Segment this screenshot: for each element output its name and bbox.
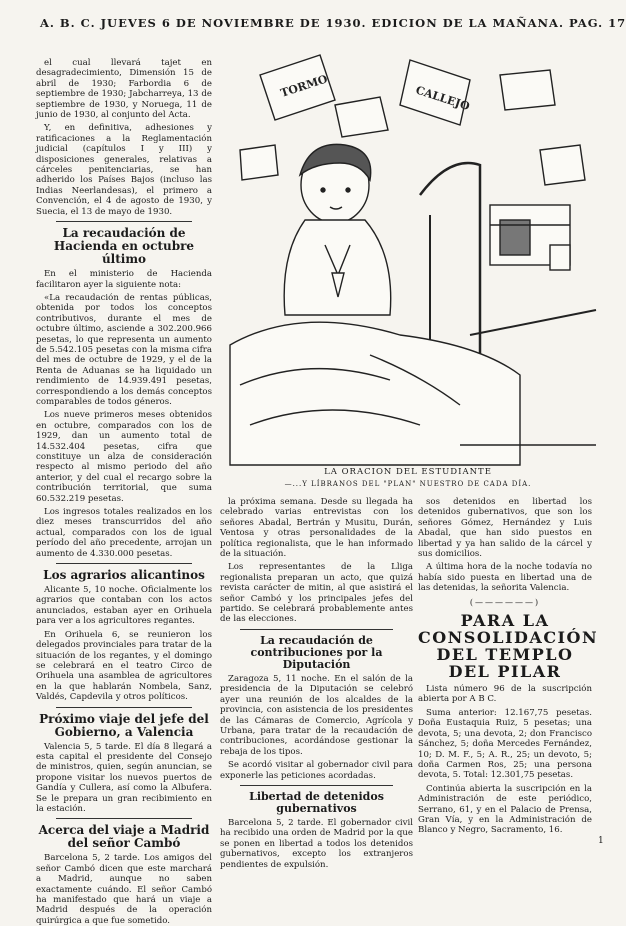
divider [240, 785, 393, 786]
student-body-icon [284, 220, 391, 315]
col3-p3: Lista número 96 de la suscripción abierta por A B C. [418, 684, 592, 705]
illustration-subcaption: —...Y LÍBRANOS DEL "PLAN" NUESTRO DE CADA DÍA. [284, 480, 532, 488]
divider [56, 563, 192, 564]
headline-recaudacion-hacienda: La recaudación de Hacienda en octubre último [53, 226, 195, 267]
col1-intro: el cual llevará tajet en desagradecimiento, Dimensión 15 de abril de 1930; Farbordia 6 de septiembre de 1930; Jabcharreya, 13 de septiembre de 1930, y Noruega, 11 de junio de 1930, al conjunto del Acta. [36, 58, 212, 121]
divider [56, 818, 192, 819]
col2-p5: Barcelona 5, 2 tarde. El gobernador civil ha recibido una orden de Madrid por la que se ponen en libertad a todos los detenidos gubernativos, excepto los extranjeros pendientes de expulsión. [220, 817, 413, 870]
col3-p2: A última hora de la noche todavía no había sido puesta en libertad una de las detenidas, la señorita Valencia. [418, 562, 592, 594]
headline-libertad-detenidos: Libertad de detenidos gubernativos [249, 789, 384, 815]
divider [56, 221, 192, 222]
illustration-caption: LA ORACION DEL ESTUDIANTE [324, 467, 492, 477]
col2-p3: Zaragoza 5, 11 noche. En el salón de la presidencia de la Diputación se celebró ayer una reunión de los alcaldes de la provincia, con asistencia de los presidentes de las Cámaras de Comercio, Agrícola y Urbana, para tratar de la recaudación de contribuciones, acordándose gestionar la rebaja de los tipos. [220, 673, 413, 757]
page-number: 1 [598, 836, 604, 846]
col1-p2: «La recaudación de rentas públicas, obtenida por todos los conceptos contributivos, durante el mes de octubre último, asciende a 302.200.966 pesetas, lo que representa un aumento de 5.542.105 pesetas con la misma cifra del mes de octubre de 1929, y el de la Renta de Aduanas se ha liquidado un rendimiento de 14.939.491 pesetas, correspondiendo a los demás conceptos comparables de todos géneros. [36, 292, 212, 407]
col1-p6: En Orihuela 6, se reunieron los delegados provinciales para tratar de la situación de los regantes, y el domingo se celebrará en el teatro Circo de Orihuela una asamblea de agricultores en la que hablarán Nombela, Sanz, Valdés, Capdevila y otros políticos. [36, 629, 212, 703]
col2-p4: Se acordó visitar al gobernador civil para exponerle las peticiones acordadas. [220, 760, 413, 781]
col2-p1: la próxima semana. Desde su llegada ha celebrado varias entrevistas con los señores Abadal, Bertrán y Musitu, Durán, Ventosa y otras personalidades de la política regionalista, que le han informado de la situación. [220, 497, 413, 560]
col1-intro2: Y, en definitiva, adhesiones y ratificaciones a la Reglamentación judicial (capítulos I y III) y disposiciones generales, relativas a cárceles penitenciarias, se han adherido los Países Bajos (incluso las Indias Neerlandesas), el primero a Convención, el 4 de agosto de 1930, y Suecia, el 13 de mayo de 1930. [36, 123, 212, 217]
col3-p1: sos detenidos en libertad los detenidos gubernativos, que son los señores Gómez, Hernández y Luis Abadal, que han sido puestos en libertad y ya han salido de la cárcel y sus domicilios. [418, 497, 592, 560]
column-1 [36, 58, 212, 926]
cartoon-illustration [220, 45, 596, 485]
paper-label-callejo: CALLEJO [414, 83, 472, 114]
col1-p5: Alicante 5, 10 noche. Oficialmente los agrarios que contaban con los actos anunciados, estaban ayer en Orihuela para ver a los agricultores regantes. [36, 585, 212, 627]
headline-agrarios: Los agrarios alicantinos [43, 568, 205, 583]
col3-p5: Continúa abierta la suscripción en la Administración de este periódico, Serrano, 61, y en el Palacio de Prensa, Gran Vía, y en la Administración de Blanco y Negro, Sacramento, 16. [418, 783, 592, 836]
headline-recaudacion-diputacion: La recaudación de contribuciones por la Diputación [250, 633, 383, 671]
bed-covers-icon [230, 322, 520, 465]
col1-p8: Barcelona 5, 2 tarde. Los amigos del señor Cambó dicen que este marchará a Madrid, aunque no saben exactamente cuándo. El señor Cambó ha manifestado que hará un viaje a Madrid después de la operación quirúrgica a que fue sometido. [36, 853, 212, 926]
ornament-divider: (——————) [469, 597, 541, 607]
masthead: A. B. C. JUEVES 6 DE NOVIEMBRE DE 1930. EDICION DE LA MAÑANA. PAG. 17 [40, 16, 626, 30]
divider [56, 707, 192, 708]
column-2 [220, 497, 413, 870]
col1-p1: En el ministerio de Hacienda facilitaron ayer la siguiente nota: [36, 269, 212, 290]
col2-p2: Los representantes de la Lliga regionalista preparan un acto, que quizá revista carácter de mitin, al que asistirá el señor Cambó y los principales jefes del partido. Se celebrará probablemente antes de las elecciones. [220, 562, 413, 625]
paper-label-tormo: TORMO [278, 72, 330, 100]
column-3 [418, 497, 599, 837]
col3-p4: Suma anterior: 12.167,75 pesetas. Doña Eustaquia Ruiz, 5 pesetas; una devota, 5; una devota, 2; don Francisco Sánchez, 5; doña Mercedes Fernández, 10; D. M. F., 5; A. R., 25; un devoto, 5; doña Carmen Ros, 25; una persona devota, 5. Total: 12.301,75 pesetas. [418, 707, 592, 781]
col1-p4: Los ingresos totales realizados en los diez meses transcurridos del año actual, comparados con los de igual período del año precedente, arrojan un aumento de 4.330.000 pesetas. [36, 507, 212, 559]
col1-p3: Los nueve primeros meses obtenidos en octubre, comparados con los de 1929, dan un aumento total de 14.532.404 pesetas, cifra que constituye un alza de consideración respecto al mismo periodo del año anterior, y del cual el recargo sobre la contribución territorial, que suma 60.532.219 pesetas. [36, 410, 212, 504]
headline-templo-pilar: PARA LA CONSOLIDACIÓN DEL TEMPLO DEL PILAR [418, 611, 599, 682]
headline-viaje-valencia: Próximo viaje del jefe del Gobierno, a Valencia [39, 711, 209, 739]
col1-p7: Valencia 5, 5 tarde. El día 8 llegará a esta capital el presidente del Consejo de ministros, quien, según anuncian, se propone visitar los nuevos puertos de Gandía y Cullera, así como la Albufera. Se le prepara un gran recibimiento en la estación. [36, 741, 212, 814]
headline-cambo: Acerca del viaje a Madrid del señor Cambó [38, 823, 210, 851]
divider [240, 629, 393, 630]
